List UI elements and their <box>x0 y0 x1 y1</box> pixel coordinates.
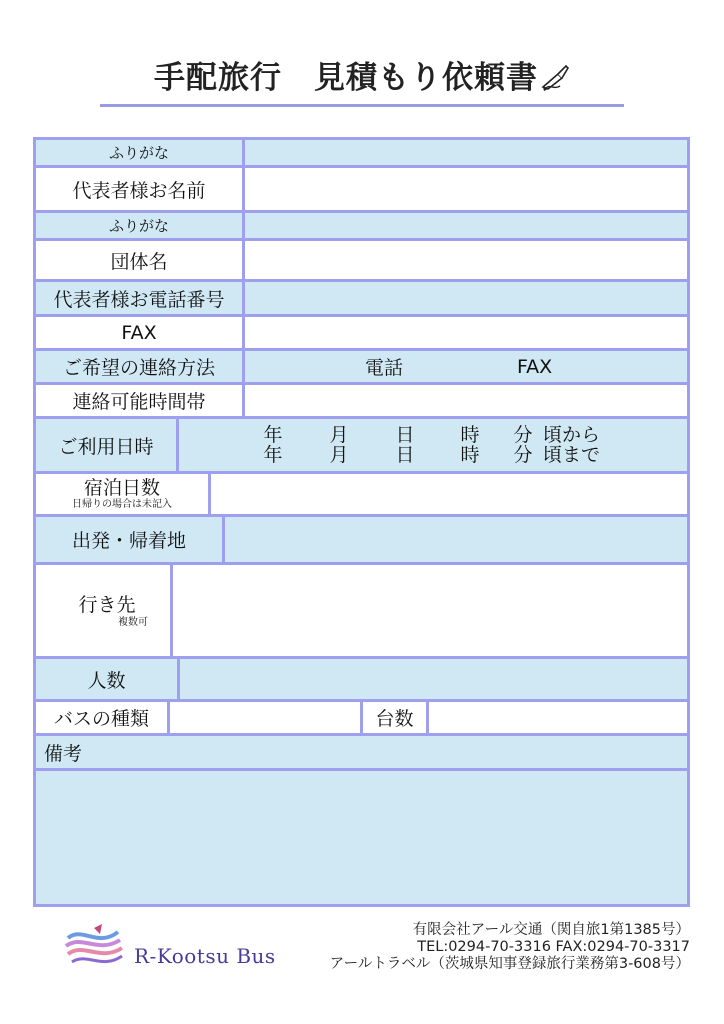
page-title <box>100 50 624 108</box>
unit-day: 日 <box>395 444 415 466</box>
unit-month: 月 <box>329 444 349 466</box>
destination-field[interactable] <box>173 565 687 656</box>
people-field[interactable] <box>180 659 687 699</box>
departure-field[interactable] <box>225 517 687 562</box>
date-from-line <box>241 425 687 445</box>
group-name-label: 団体名 <box>36 241 242 279</box>
unit-month: 月 <box>329 424 349 446</box>
contact-method-label: ご希望の連絡方法 <box>36 351 242 382</box>
date-from-text: 頃から <box>543 424 601 446</box>
company-info <box>290 922 690 973</box>
fax-field[interactable] <box>245 317 687 348</box>
bus-count-label: 台数 <box>363 702 426 733</box>
contact-time-field[interactable] <box>245 385 687 416</box>
company-line-3: アールトラベル（茨城県知事登録旅行業務第3-608号） <box>329 956 690 972</box>
rep-name-field[interactable] <box>245 168 687 210</box>
unit-year: 年 <box>263 424 283 446</box>
title-text: 手配旅行 見積もり依頼書 <box>154 60 538 96</box>
date-to-line <box>241 445 687 465</box>
contact-option-phone[interactable]: 電話 <box>365 357 404 379</box>
furigana-label-2: ふりがな <box>36 213 242 238</box>
nights-label <box>36 474 208 514</box>
usage-datetime-label: ご利用日時 <box>36 419 176 471</box>
company-line-2: TEL:0294-70-3316 FAX:0294-70-3317 <box>417 939 690 955</box>
unit-year: 年 <box>263 444 283 466</box>
unit-hour: 時 <box>460 424 480 446</box>
destination-note: 複数可 <box>118 616 148 628</box>
bus-type-label: バスの種類 <box>36 702 167 733</box>
footer <box>0 912 724 1024</box>
company-logo <box>64 920 296 984</box>
contact-option-fax[interactable]: FAX <box>517 355 553 378</box>
company-line-1: 有限会社アール交通（関自旅1第1385号） <box>412 922 690 938</box>
rep-phone-field[interactable] <box>245 282 687 314</box>
pen-icon <box>540 62 570 92</box>
unit-minute: 分 <box>513 424 533 446</box>
logo-text: R-Kootsu Bus <box>134 944 276 968</box>
destination-label-text: 行き先 <box>78 593 136 616</box>
unit-hour: 時 <box>460 444 480 466</box>
nights-note: 日帰りの場合は未記入 <box>72 498 172 510</box>
bus-count-field[interactable] <box>429 702 687 733</box>
rep-name-label: 代表者様お名前 <box>36 168 242 210</box>
logo-ribbon-icon <box>64 920 128 976</box>
group-name-field[interactable] <box>245 241 687 279</box>
remarks-field[interactable] <box>36 771 687 904</box>
nights-field[interactable] <box>211 474 687 514</box>
furigana-field-1[interactable] <box>245 140 687 165</box>
usage-datetime-field[interactable] <box>179 419 687 471</box>
departure-label: 出発・帰着地 <box>36 517 222 562</box>
remarks-label: 備考 <box>36 736 687 768</box>
unit-day: 日 <box>395 424 415 446</box>
estimate-form <box>33 137 690 907</box>
furigana-field-2[interactable] <box>245 213 687 238</box>
people-label: 人数 <box>36 659 177 699</box>
bus-type-field[interactable] <box>170 702 360 733</box>
unit-minute: 分 <box>513 444 533 466</box>
rep-phone-label: 代表者様お電話番号 <box>36 282 242 314</box>
fax-label: FAX <box>36 317 242 348</box>
contact-time-label: 連絡可能時間帯 <box>36 385 242 416</box>
contact-method-field <box>245 351 687 382</box>
title-underline <box>100 104 624 107</box>
destination-label <box>36 565 170 656</box>
furigana-label-1: ふりがな <box>36 140 242 165</box>
date-to-text: 頃まで <box>543 444 601 466</box>
nights-label-text: 宿泊日数 <box>83 476 160 499</box>
